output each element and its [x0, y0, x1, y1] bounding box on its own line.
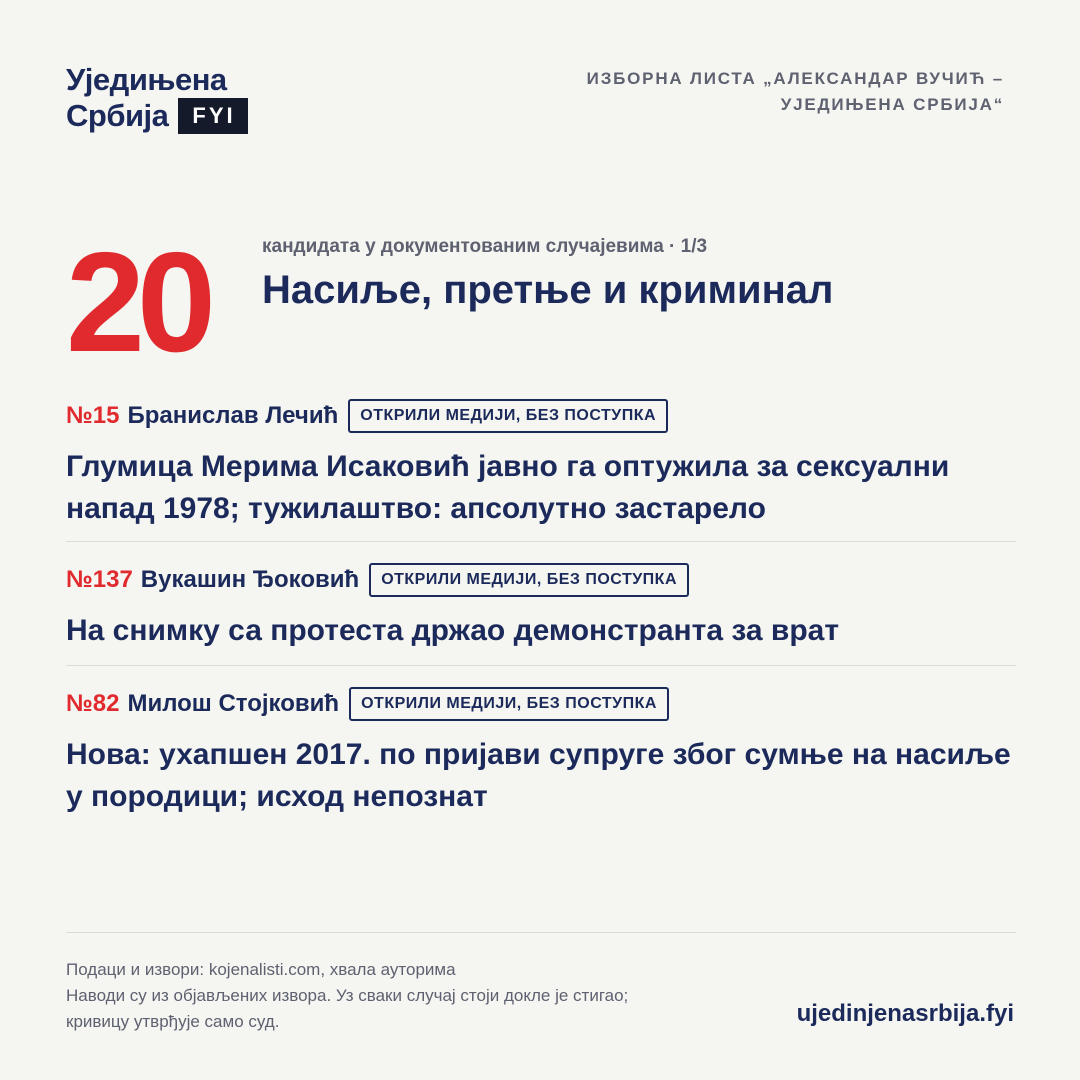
footer-divider	[66, 932, 1016, 933]
case-number: №82	[66, 690, 120, 717]
case-meta	[66, 398, 1016, 434]
website-link[interactable]: ujedinjenasrbija.fyi	[796, 1000, 1014, 1027]
footer-disclaimer-2: кривицу утврђује само суд.	[66, 1012, 280, 1031]
list-name-line-2: УЈЕДИЊЕНА СРБИЈА“	[780, 95, 1004, 114]
candidate-name: Бранислав Лечић	[127, 402, 339, 429]
case-meta	[66, 562, 1016, 598]
candidate-count: 20	[66, 223, 208, 382]
candidate-name: Вукашин Ђоковић	[140, 566, 360, 593]
status-badge: ОТКРИЛИ МЕДИЈИ, БЕЗ ПОСТУПКА	[369, 563, 689, 597]
logo-line-1: Уједињена	[66, 62, 227, 97]
status-badge: ОТКРИЛИ МЕДИЈИ, БЕЗ ПОСТУПКА	[349, 687, 669, 721]
case-number: №137	[66, 566, 133, 593]
case-description: Глумица Мерима Исаковић јавно га оптужила за сексуални напад 1978; тужилаштво: апсолутно застарело	[66, 450, 950, 525]
divider	[66, 541, 1016, 542]
footer-notes	[66, 957, 766, 1035]
case-description: Нова: ухапшен 2017. по пријави супруге због сумње на насиље у породици; исход непознат	[66, 738, 1011, 813]
status-badge: ОТКРИЛИ МЕДИЈИ, БЕЗ ПОСТУПКА	[348, 399, 668, 433]
case-item	[66, 562, 1016, 652]
logo-line-2	[66, 98, 248, 134]
divider	[66, 665, 1016, 666]
case-item	[66, 686, 1016, 818]
logo-fyi-badge: FYI	[178, 98, 247, 134]
footer-disclaimer-1: Наводи су из објављених извора. Уз сваки случај стоји докле је стигао;	[66, 986, 629, 1005]
candidate-name: Милош Стојковић	[127, 690, 340, 717]
footer-sources: Подаци и извори: kojenalisti.com, хвала ауторима	[66, 960, 456, 979]
case-meta	[66, 686, 1016, 722]
case-description: На снимку са протеста држао демонстранта за врат	[66, 614, 840, 647]
page-title: Насиље, претње и криминал	[262, 268, 834, 312]
logo-line-2-text: Србија	[66, 98, 169, 133]
summary-subtitle: кандидата у документованим случајевима · 1/3	[262, 236, 708, 257]
electoral-list-name	[484, 66, 1004, 118]
brand-logo	[66, 64, 248, 134]
case-number: №15	[66, 402, 120, 429]
list-name-line-1: ИЗБОРНА ЛИСТА „АЛЕКСАНДАР ВУЧИЋ –	[586, 69, 1004, 88]
case-item	[66, 398, 1016, 530]
